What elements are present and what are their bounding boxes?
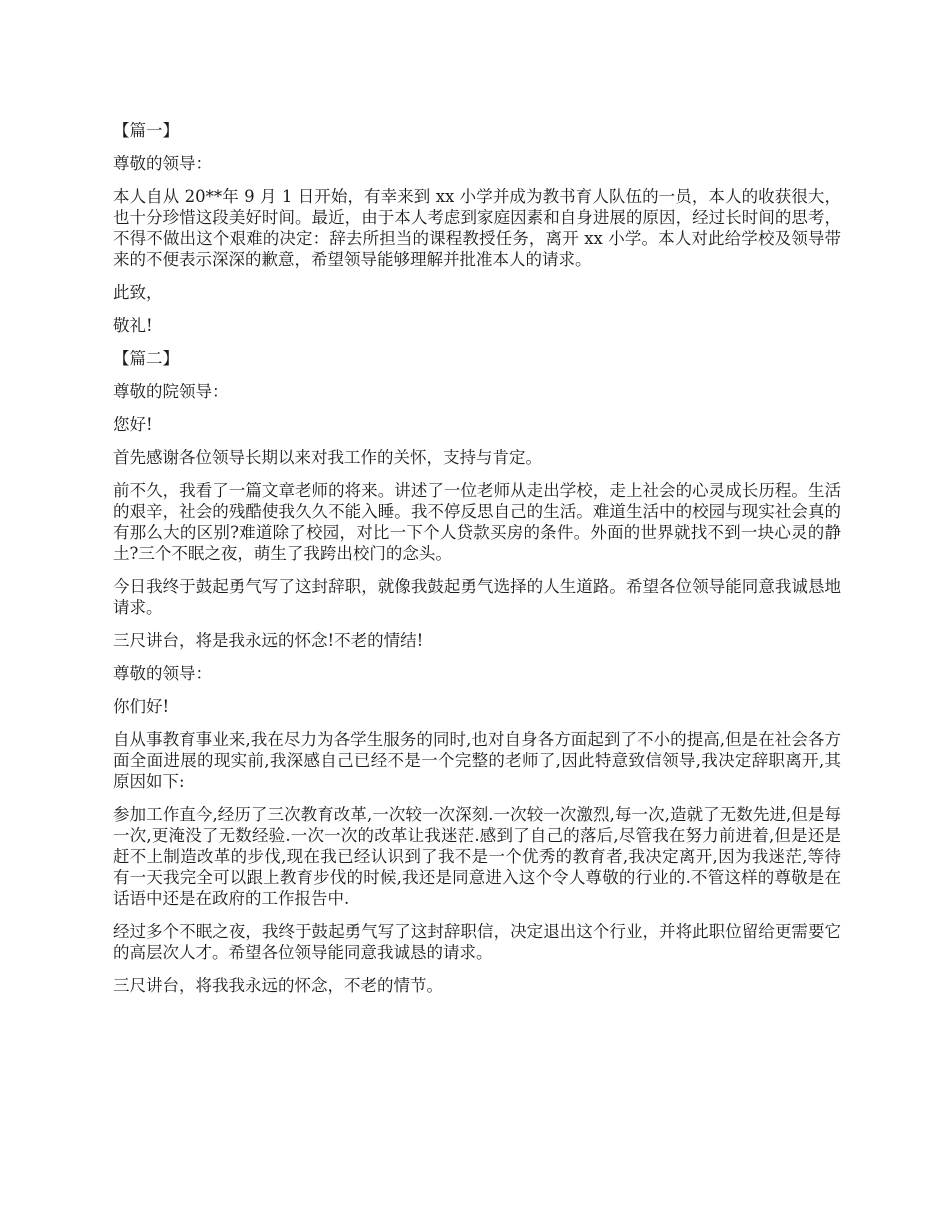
closing-line: 此致， bbox=[113, 283, 163, 302]
body-paragraph: 前不久，我看了一篇文章老师的将来。讲述了一位老师从走出学校，走上社会的心灵成长历程。生活的艰辛，社会的残酷使我久久不能入睡。我不停反思自己的生活。难道生活中的校园与现实社会真的有那么大的区别?难道除了校园，对比一下个人贷款买房的条件。外面的世界就找不到一块心灵的静土?三个不眠之夜，萌生了我跨出校门的念头。 bbox=[113, 481, 841, 563]
body-paragraph: 自从事教育事业来,我在尽力为各学生服务的同时,也对自身各方面起到了不小的提高,但是在社会各方面全面进展的现实前,我深感自己已经不是一个完整的老师了,因此特意致信领导,我决定辞职离开,其原因如下: bbox=[113, 730, 841, 791]
closing-regards: 敬礼! bbox=[113, 316, 153, 335]
body-paragraph: 今日我终于鼓起勇气写了这封辞职，就像我鼓起勇气选择的人生道路。希望各位领导能同意我诚恳地请求。 bbox=[113, 577, 841, 617]
body-paragraph: 三尺讲台，将我我永远的怀念，不老的情节。 bbox=[113, 976, 443, 995]
body-paragraph: 本人自从 20**年 9 月 1 日开始，有幸来到 xx 小学并成为教书育人队伍的一员，本人的收获很大，也十分珍惜这段美好时间。最近，由于本人考虑到家庭因素和自身进展的原因，经过长时间的思考，不得不做出这个艰难的决定：辞去所担当的课程教授任务，离开 xx 小学。本人对此给学校及领导带来的不便表示深深的歉意，希望领导能够理解并批准本人的请求。 bbox=[113, 187, 841, 269]
greeting: 你们好! bbox=[113, 697, 170, 716]
section-heading-1: 【篇一】 bbox=[113, 121, 179, 140]
section-heading-2: 【篇二】 bbox=[113, 349, 179, 368]
body-paragraph: 参加工作直今,经历了三次教育改革,一次较一次深刻.一次较一次激烈,每一次,造就了无数先进,但是每一次,更淹没了无数经验.一次一次的改革让我迷茫.感到了自己的落后,尽管我在努力前进着,但是还是赶不上制造改革的步伐,现在我已经认识到了我不是一个优秀的教育者,我决定离开,因为我迷茫,等待有一天我完全可以跟上教育步伐的时候,我还是同意进入这个令人尊敬的行业的.不管这样的尊敬是在话语中还是在政府的工作报告中. bbox=[113, 805, 841, 908]
salutation: 尊敬的领导： bbox=[113, 154, 212, 173]
salutation: 尊敬的院领导： bbox=[113, 382, 229, 401]
body-paragraph: 经过多个不眠之夜，我终于鼓起勇气写了这封辞职信，决定退出这个行业，并将此职位留给更需要它的高层次人才。希望各位领导能同意我诚恳的请求。 bbox=[113, 922, 841, 962]
body-paragraph: 三尺讲台，将是我永远的怀念!不老的情结! bbox=[113, 631, 424, 650]
salutation: 尊敬的领导： bbox=[113, 664, 212, 683]
document-body bbox=[113, 120, 841, 1008]
greeting: 您好! bbox=[113, 415, 153, 434]
body-paragraph: 首先感谢各位领导长期以来对我工作的关怀，支持与肯定。 bbox=[113, 448, 542, 467]
